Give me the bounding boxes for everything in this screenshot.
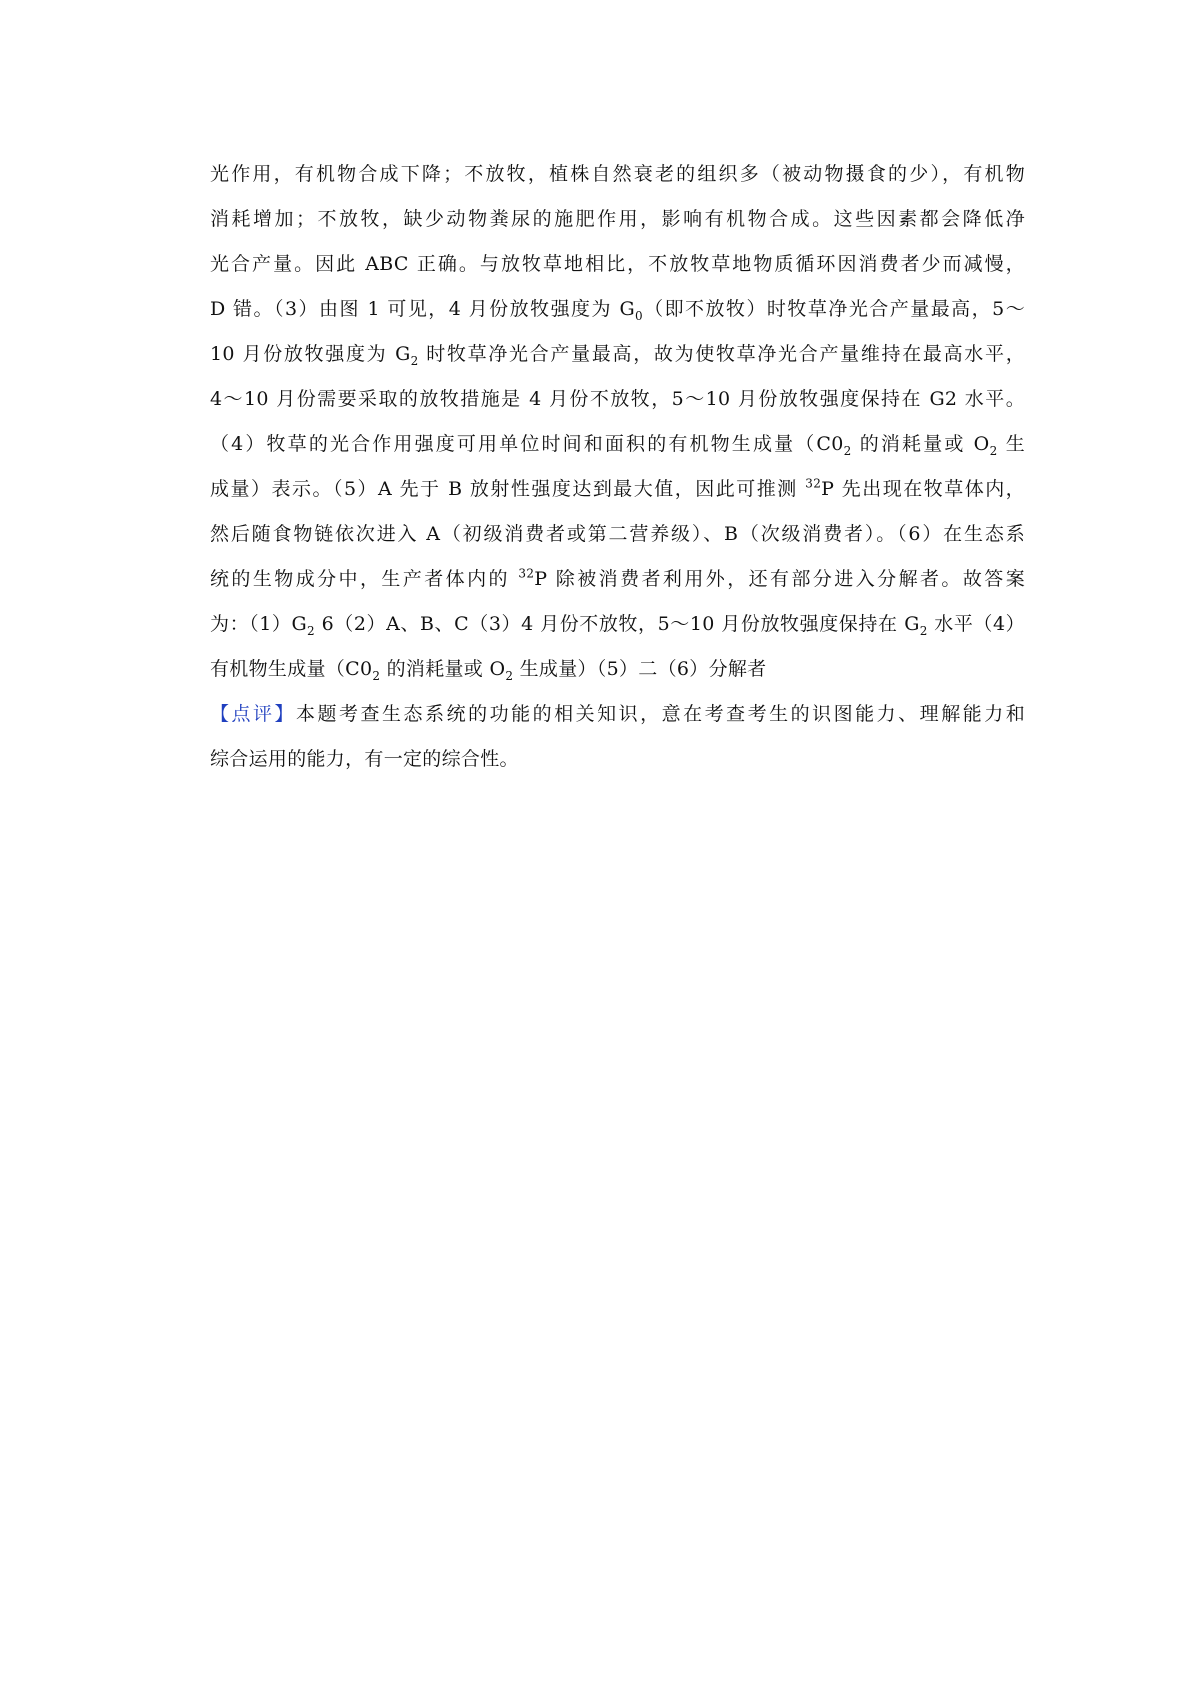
text-line: 然后随食物链依次进入 A（初级消费者或第二营养级）、B（次级消费者）。（6）在生态系 [210,523,1025,545]
comment-text: 综合运用的能力，有一定的综合性。 [210,748,519,770]
text-line: 光合产量。因此 ABC 正确。与放牧草地相比，不放牧草地物质循环因消费者少而减慢， [210,253,1025,275]
text-line: 消耗增加；不放牧，缺少动物粪尿的施肥作用，影响有机物合成。这些因素都会降低净 [210,208,1025,230]
text-line: 4～10 月份需要采取的放牧措施是 4 月份不放牧，5～10 月份放牧强度保持在 G2 水平。 [210,388,1025,410]
text-line: 10 月份放牧强度为 $G_2$ 时牧草净光合产量最高，故为使牧草净光合产量维持在最高水平， [210,343,1025,368]
text-line: 成量）表示。（5）A 先于 B 放射性强度达到最大值，因此可推测 $^{32}$P 先出现在牧草体内， [210,476,1025,500]
comment-label: 【点评】 [210,703,297,725]
text-line: 光作用，有机物合成下降；不放牧，植株自然衰老的组织多（被动物摄食的少），有机物 [210,163,1025,185]
comment-line [210,692,1025,737]
text-line: 统的生物成分中，生产者体内的 $^{32}$P 除被消费者利用外，还有部分进入分解者。故答案 [210,566,1025,590]
text-line: 有机物生成量（$C0_2$ 的消耗量或 $O_2$ 生成量）（5）二（6）分解者 [210,658,767,683]
text-line: （4）牧草的光合作用强度可用单位时间和面积的有机物生成量（$C0_2$ 的消耗量或 $O_2$ 生 [210,433,1025,458]
text-line: D 错。（3）由图 1 可见，4 月份放牧强度为 $G_0$（即不放牧）时牧草净光合产量最高，5～ [210,298,1025,323]
answer-explanation [210,152,1025,782]
comment-text: 本题考查生态系统的功能的相关知识，意在考查考生的识图能力、理解能力和 [296,703,1026,725]
comment-line [210,737,1025,782]
text-line: 为：$(1)G_2$ 6（2）A、B、C（3）4 月份不放牧，5～10 月份放牧强度保持在 $G_2$ 水平（4） [210,613,1025,638]
